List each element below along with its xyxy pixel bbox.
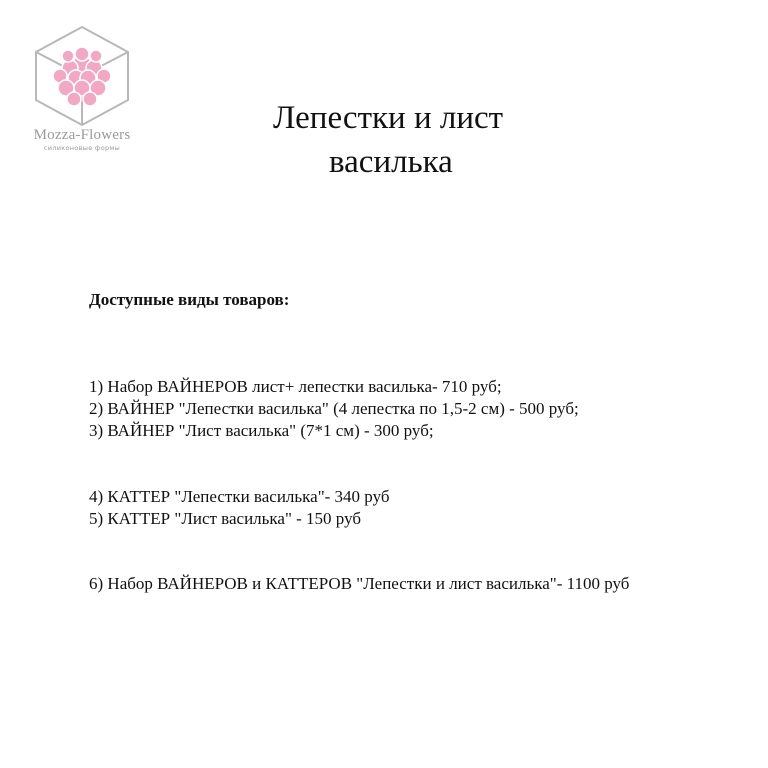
page-title-line-2: василька	[329, 144, 453, 180]
product-item-2: 2) ВАЙНЕР "Лепестки василька" (4 лепестка по 1,5-2 см) - 500 руб;	[89, 399, 579, 418]
brand-name: Mozza-Flowers	[33, 127, 131, 143]
product-item-4: 4) КАТТЕР "Лепестки василька"- 340 руб	[89, 487, 390, 506]
product-item-1: 1) Набор ВАЙНЕРОВ лист+ лепестки василька- 710 руб;	[89, 377, 502, 396]
page-title-line-1: Лепестки и лист	[273, 100, 504, 136]
brand-tagline: силиконовые формы	[43, 144, 121, 152]
product-item-6: 6) Набор ВАЙНЕРОВ и КАТТЕРОВ "Лепестки и лист василька"- 1100 руб	[89, 574, 630, 593]
logo-petal	[83, 92, 97, 106]
product-item-5: 5) КАТТЕР "Лист василька" - 150 руб	[89, 509, 362, 528]
logo-petal	[75, 47, 89, 61]
logo-petal	[90, 50, 102, 62]
logo-petal	[62, 50, 74, 62]
logo-petal	[67, 92, 81, 106]
cube-flower-logo-icon	[30, 24, 134, 128]
brand-logo	[30, 24, 134, 154]
products-subheading: Доступные виды товаров:	[89, 290, 290, 309]
product-item-3: 3) ВАЙНЕР "Лист василька" (7*1 см) - 300 руб;	[89, 421, 434, 440]
